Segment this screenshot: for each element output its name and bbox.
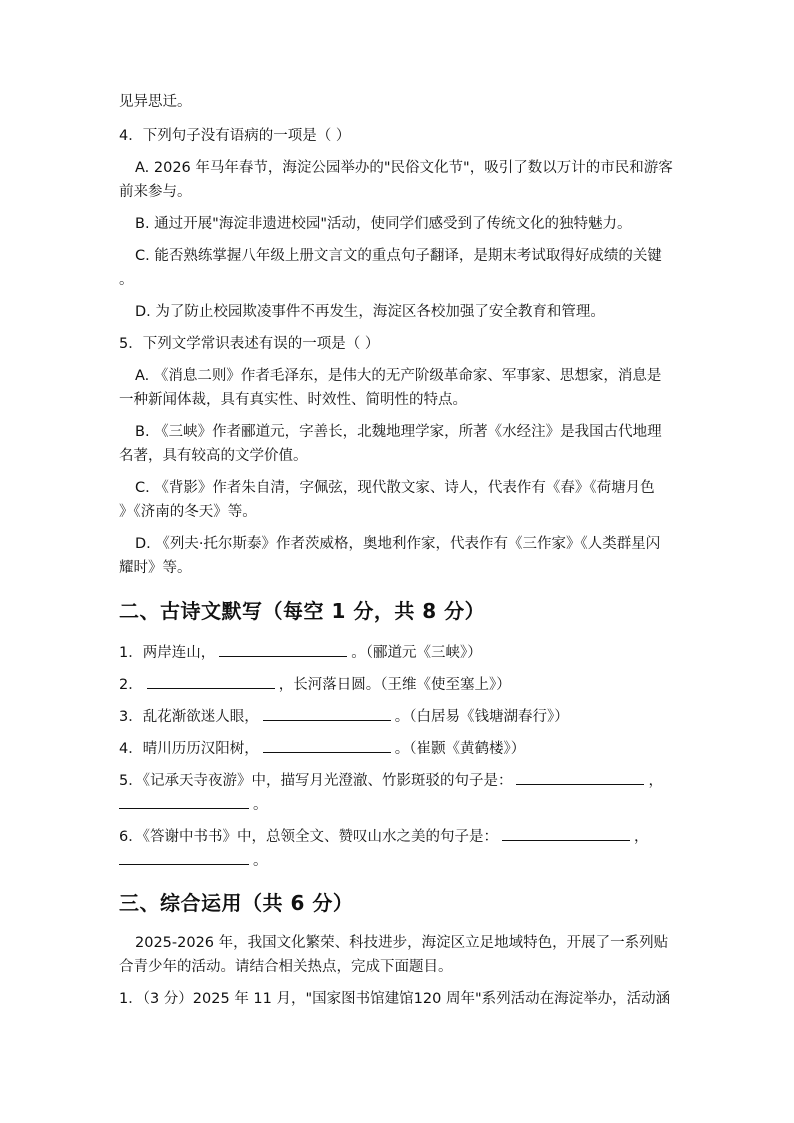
dictation-item-1: 1．两岸连山， 。（郦道元《三峡》） bbox=[119, 641, 679, 663]
dictation-item-3: 3．乱花渐欲迷人眼， 。（白居易《钱塘湖春行》） bbox=[119, 705, 679, 727]
section-2-heading: 二、古诗文默写（每空 1 分，共 8 分） bbox=[119, 599, 486, 623]
section-3-intro-cont: 合青少年的活动。请结合相关热点，完成下面题目。 bbox=[119, 959, 453, 975]
dictation-item-6-cont: 。 bbox=[119, 849, 679, 871]
text-line: 见异思迁。 bbox=[119, 94, 192, 110]
answer-blank[interactable] bbox=[119, 793, 249, 809]
option-5c: C. 《背影》作者朱自清，字佩弦，现代散文家、诗人，代表作有《春》《荷塘月色 bbox=[135, 480, 655, 496]
option-4a: A. 2026 年马年春节，海淀公园举办的"民俗文化节"，吸引了数以万计的市民和游客 bbox=[135, 160, 673, 176]
section-3-intro: 2025-2026 年，我国文化繁荣、科技进步，海淀区立足地域特色，开展了一系列贴 bbox=[135, 935, 669, 951]
option-5d-cont: 耀时》等。 bbox=[119, 560, 192, 576]
option-5c-cont: 》《济南的冬天》等。 bbox=[119, 504, 257, 520]
question-5: 5．下列文学常识表述有误的一项是（ ） bbox=[119, 336, 380, 352]
answer-blank[interactable] bbox=[516, 769, 644, 785]
answer-blank[interactable] bbox=[219, 641, 347, 657]
option-4d: D. 为了防止校园欺凌事件不再发生，海淀区各校加强了安全教育和管理。 bbox=[135, 304, 605, 320]
option-5b-cont: 名著，具有较高的文学价值。 bbox=[119, 448, 308, 464]
dictation-item-6: 6．《答谢中书书》中，总领全文、赞叹山水之美的句子是： ， bbox=[119, 825, 679, 847]
dictation-item-4: 4．晴川历历汉阳树， 。（崔颢《黄鹤楼》） bbox=[119, 737, 679, 759]
answer-blank[interactable] bbox=[502, 825, 630, 841]
answer-blank[interactable] bbox=[263, 737, 391, 753]
dictation-item-2: 2． ，长河落日圆。（王维《使至塞上》） bbox=[119, 673, 679, 695]
option-4c: C. 能否熟练掌握八年级上册文言文的重点句子翻译，是期末考试取得好成绩的关键 bbox=[135, 248, 662, 264]
option-5a: A. 《消息二则》作者毛泽东，是伟大的无产阶级革命家、军事家、思想家，消息是 bbox=[135, 368, 662, 384]
answer-blank[interactable] bbox=[263, 705, 391, 721]
dictation-item-5-cont: 。 bbox=[119, 793, 679, 815]
option-4c-cont: 。 bbox=[119, 272, 134, 288]
answer-blank[interactable] bbox=[147, 673, 275, 689]
option-5b: B. 《三峡》作者郦道元，字善长，北魏地理学家，所著《水经注》是我国古代地理 bbox=[135, 424, 662, 440]
option-4b: B. 通过开展"海淀非遗进校园"活动，使同学们感受到了传统文化的独特魅力。 bbox=[135, 216, 632, 232]
question-4: 4．下列句子没有语病的一项是（ ） bbox=[119, 128, 351, 144]
answer-blank[interactable] bbox=[119, 849, 249, 865]
option-5d: D. 《列夫·托尔斯泰》作者茨威格，奥地利作家，代表作有《三作家》《人类群星闪 bbox=[135, 536, 661, 552]
question-3-1: 1．（3 分）2025 年 11 月，"国家图书馆建馆120 周年"系列活动在海淀举办，活动涵 bbox=[119, 991, 671, 1007]
section-3-heading: 三、综合运用（共 6 分） bbox=[119, 891, 354, 915]
option-5a-cont: 一种新闻体裁，具有真实性、时效性、简明性的特点。 bbox=[119, 392, 467, 408]
option-4a-cont: 前来参与。 bbox=[119, 184, 192, 200]
dictation-item-5: 5．《记承天寺夜游》中，描写月光澄澈、竹影斑驳的句子是： ， bbox=[119, 769, 679, 791]
